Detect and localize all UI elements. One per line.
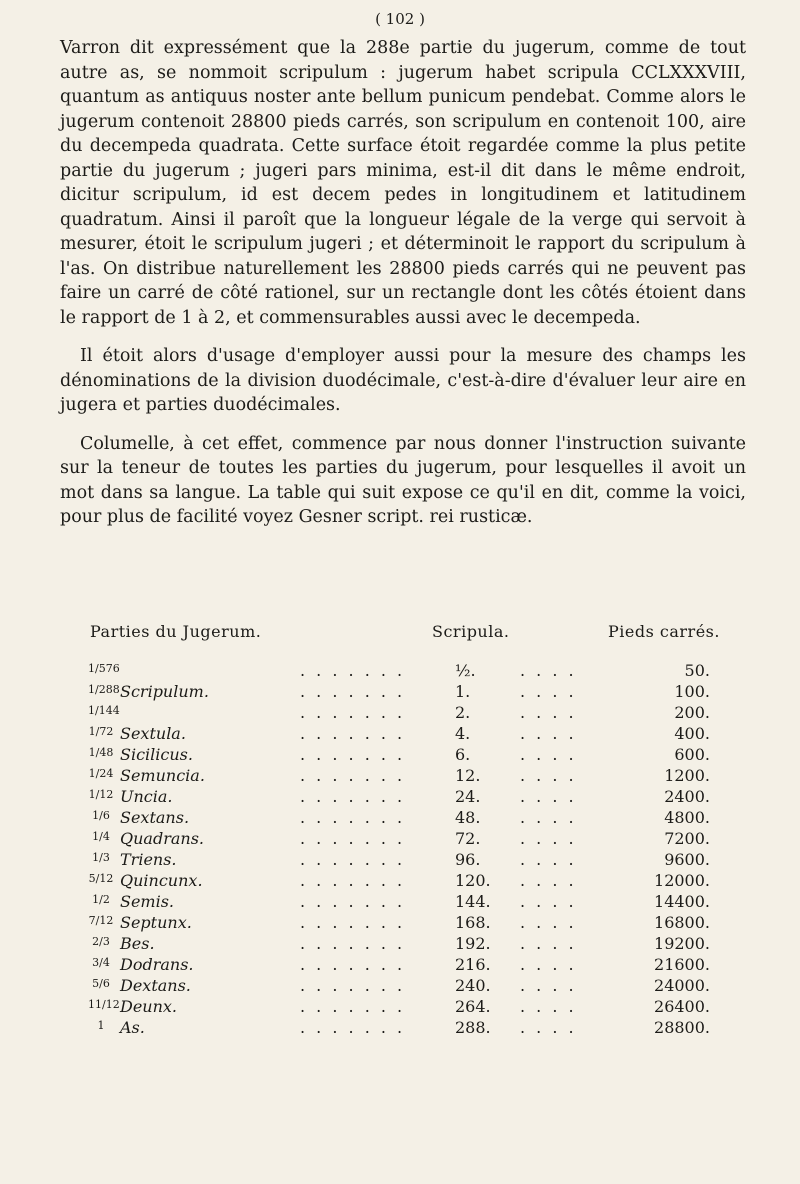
table-row [0,724,800,745]
fraction-cell: 5/6 [92,977,110,990]
leader-dots: . . . . . . . [300,871,406,890]
fraction-cell: 1/72 [88,725,114,738]
scripula-cell: 144. [455,892,491,911]
pieds-cell: 14400. [654,892,710,911]
leader-dots: . . . . . . . [300,1018,406,1037]
part-name-cell: Dextans. [120,976,191,995]
pieds-cell: 9600. [664,850,710,869]
table-row [0,766,800,787]
part-name-cell: Uncia. [120,787,173,806]
paragraph-3: Columelle, à cet effet, commence par nous donner l'instruction suivante sur la teneur de toutes les parties du jugerum, pour lesquelles il avoit un mot dans sa langue. La table qui suit expose ce qu'il en dit, comme la voici, pour plus de facilité voyez Gesner script. rei rusticæ. [60,433,746,527]
leader-dots: . . . . . . . [300,934,406,953]
scripula-cell: 96. [455,850,481,869]
pieds-cell: 4800. [664,808,710,827]
table-row [0,1018,800,1039]
leader-dots: . . . . . . . [300,997,406,1016]
table-row [0,829,800,850]
part-name-cell: Septunx. [120,913,192,932]
fraction-cell: 1/2 [92,893,110,906]
leader-dots: . . . . [520,976,577,995]
table-row [0,745,800,766]
scripula-cell: 2. [455,703,471,722]
fraction-cell: 1/6 [92,809,110,822]
header-pieds: Pieds carrés. [608,622,720,641]
leader-dots: . . . . [520,850,577,869]
part-name-cell: Quadrans. [120,829,204,848]
pieds-cell: 7200. [664,829,710,848]
scripula-cell: 240. [455,976,491,995]
pieds-cell: 200. [674,703,710,722]
leader-dots: . . . . [520,724,577,743]
fraction-cell: 1/12 [88,788,114,801]
leader-dots: . . . . . . . [300,892,406,911]
part-name-cell: Sicilicus. [120,745,193,764]
leader-dots: . . . . . . . [300,976,406,995]
scripula-cell: 288. [455,1018,491,1037]
leader-dots: . . . . [520,955,577,974]
paragraph-2: Il étoit alors d'usage d'employer aussi pour la mesure des champs les dénominations de la division duodécimale, c'est-à-dire d'évaluer leur aire en jugera et parties duodécimales. [60,346,746,415]
leader-dots: . . . . [520,1018,577,1037]
part-name-cell: Deunx. [120,997,178,1016]
table-rows [0,661,800,1039]
table-row [0,703,800,724]
fraction-cell: 5/12 [88,872,114,885]
scripula-cell: 12. [455,766,481,785]
table-row [0,976,800,997]
table-row [0,787,800,808]
part-name-cell: Scripulum. [120,682,209,701]
leader-dots: . . . . [520,682,577,701]
pieds-cell: 2400. [664,787,710,806]
scripula-cell: 24. [455,787,481,806]
scripula-cell: 120. [455,871,491,890]
leader-dots: . . . . . . . [300,682,406,701]
part-name-cell: Bes. [120,934,155,953]
leader-dots: . . . . [520,871,577,890]
pieds-cell: 16800. [654,913,710,932]
table-row [0,934,800,955]
table-row [0,808,800,829]
leader-dots: . . . . . . . [300,766,406,785]
fraction-cell: 1/3 [92,851,110,864]
fraction-cell: 11/12 [88,998,120,1011]
page-number: ( 102 ) [375,10,425,28]
leader-dots: . . . . . . . [300,724,406,743]
leader-dots: . . . . [520,787,577,806]
leader-dots: . . . . . . . [300,661,406,680]
scripula-cell: 48. [455,808,481,827]
fraction-cell: 3/4 [92,956,110,969]
leader-dots: . . . . [520,703,577,722]
leader-dots: . . . . . . . [300,808,406,827]
fraction-cell: 1 [97,1019,105,1032]
pieds-cell: 100. [674,682,710,701]
fraction-cell: 1/288 [88,683,120,696]
body-text [60,36,746,544]
table-row [0,997,800,1018]
fraction-cell: 1/48 [88,746,114,759]
fraction-cell: 1/4 [92,830,110,843]
leader-dots: . . . . . . . [300,955,406,974]
table-row [0,871,800,892]
pieds-cell: 400. [674,724,710,743]
part-name-cell: Sextans. [120,808,190,827]
pieds-cell: 1200. [664,766,710,785]
leader-dots: . . . . [520,661,577,680]
pieds-cell: 12000. [654,871,710,890]
leader-dots: . . . . [520,745,577,764]
scripula-cell: 4. [455,724,471,743]
scripula-cell: 1. [455,682,471,701]
table-row [0,661,800,682]
header-scripula: Scripula. [432,622,510,641]
leader-dots: . . . . [520,934,577,953]
pieds-cell: 26400. [654,997,710,1016]
pieds-cell: 50. [684,661,710,680]
scripula-cell: 192. [455,934,491,953]
fraction-cell: 2/3 [92,935,110,948]
leader-dots: . . . . [520,997,577,1016]
fraction-cell: 7/12 [88,914,114,927]
fraction-cell: 1/576 [88,662,120,675]
table-row [0,850,800,871]
scripula-cell: 264. [455,997,491,1016]
scripula-cell: 216. [455,955,491,974]
leader-dots: . . . . . . . [300,745,406,764]
part-name-cell: Semuncia. [120,766,205,785]
leader-dots: . . . . [520,808,577,827]
part-name-cell: Sextula. [120,724,186,743]
pieds-cell: 28800. [654,1018,710,1037]
table-row [0,892,800,913]
leader-dots: . . . . [520,829,577,848]
leader-dots: . . . . . . . [300,787,406,806]
paragraph-1: Varron dit expressément que la 288e partie du jugerum, comme de tout autre as, se nommoit scripulum : jugerum habet scripula CCLXXXVIII, quantum as antiquus noster ante bellum punicum pendebat. Comme alors le jugerum contenoit 28800 pieds carrés, son scripulum en contenoit 100, aire du decempeda quadrata. Cette surface étoit regardée comme la plus petite partie du jugerum ; jugeri pars minima, est-il dit dans le même endroit, dicitur scripulum, id est decem pedes in longitudinem et latitudinem quadratum. Ainsi il paroît que la longueur légale de la verge qui servoit à mesurer, étoit le scripulum jugeri ; et déterminoit le rapport du scripulum à l'as. On distribue naturellement les 28800 pieds carrés qui ne peuvent pas faire un carré de côté rationel, sur un rectangle dont les côtés étoient dans le rapport de 1 à 2, et commensurables aussi avec le decempeda. [60,38,746,328]
table-row [0,682,800,703]
pieds-cell: 21600. [654,955,710,974]
part-name-cell: Dodrans. [120,955,194,974]
part-name-cell: As. [120,1018,145,1037]
leader-dots: . . . . . . . [300,850,406,869]
scripula-cell: 72. [455,829,481,848]
leader-dots: . . . . [520,913,577,932]
scripula-cell: ½. [455,661,476,680]
header-parties: Parties du Jugerum. [90,622,262,641]
leader-dots: . . . . [520,766,577,785]
leader-dots: . . . . . . . [300,829,406,848]
fraction-cell: 1/144 [88,704,120,717]
part-name-cell: Triens. [120,850,177,869]
table-row [0,913,800,934]
scripula-cell: 168. [455,913,491,932]
leader-dots: . . . . [520,892,577,911]
pieds-cell: 19200. [654,934,710,953]
pieds-cell: 600. [674,745,710,764]
table-row [0,955,800,976]
fraction-cell: 1/24 [88,767,114,780]
scripula-cell: 6. [455,745,471,764]
part-name-cell: Semis. [120,892,175,911]
leader-dots: . . . . . . . [300,913,406,932]
pieds-cell: 24000. [654,976,710,995]
leader-dots: . . . . . . . [300,703,406,722]
part-name-cell: Quincunx. [120,871,203,890]
